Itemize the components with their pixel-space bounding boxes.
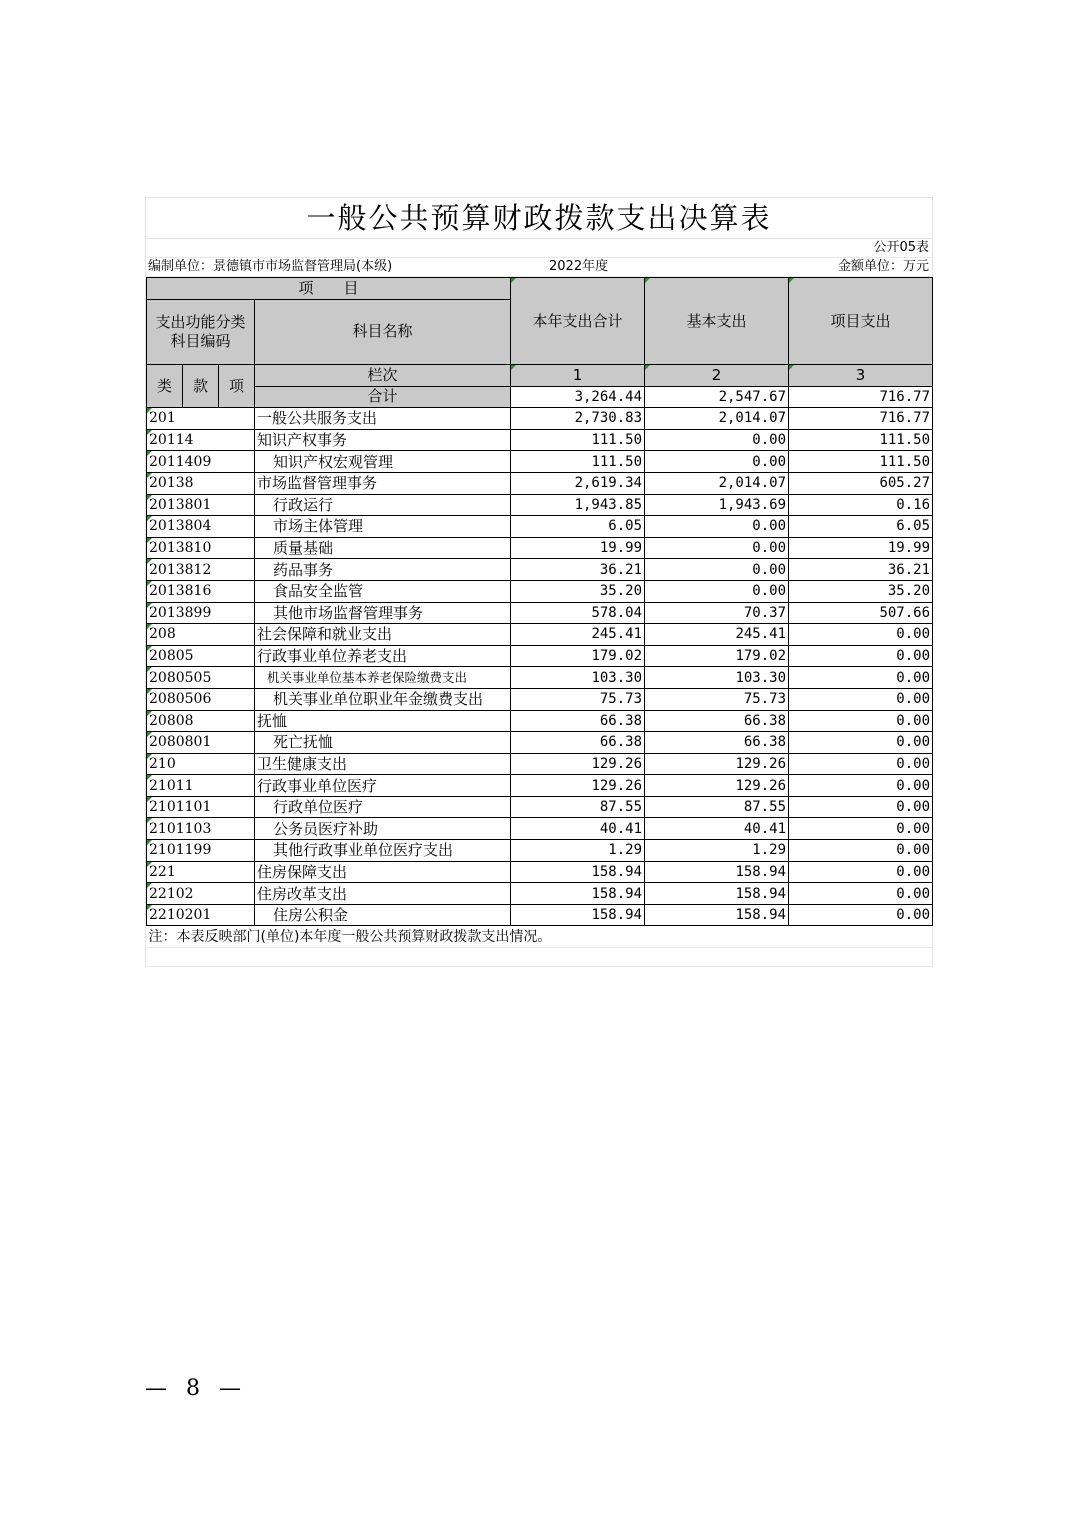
table-row <box>147 904 933 926</box>
row-total: 578.04 <box>511 602 645 624</box>
table-row <box>147 494 933 516</box>
row-total: 6.05 <box>511 516 645 538</box>
row-name: 一般公共服务支出 <box>255 408 511 430</box>
table-row <box>147 710 933 732</box>
row-basic: 245.41 <box>645 624 789 646</box>
row-basic: 0.00 <box>645 537 789 559</box>
row-project: 507.66 <box>789 602 933 624</box>
row-total: 75.73 <box>511 688 645 710</box>
row-basic: 179.02 <box>645 645 789 667</box>
row-total: 19.99 <box>511 537 645 559</box>
row-basic: 158.94 <box>645 904 789 926</box>
row-code: 208 <box>147 624 255 646</box>
table-header <box>147 278 933 408</box>
row-project: 0.00 <box>789 753 933 775</box>
row-total: 158.94 <box>511 904 645 926</box>
header-item: 项 目 <box>147 278 511 300</box>
row-total: 111.50 <box>511 429 645 451</box>
blank-row <box>147 948 933 967</box>
row-project: 605.27 <box>789 472 933 494</box>
row-code: 2080801 <box>147 732 255 754</box>
table-row <box>147 840 933 862</box>
meta-row-2 <box>146 258 932 277</box>
table-row <box>147 732 933 754</box>
row-name: 其他市场监督管理事务 <box>255 602 511 624</box>
row-project: 716.77 <box>789 408 933 430</box>
table-row <box>147 408 933 430</box>
expenditure-table <box>146 277 933 967</box>
header-col-project: 项目支出 <box>789 278 933 365</box>
row-code: 2101103 <box>147 818 255 840</box>
row-total: 35.20 <box>511 580 645 602</box>
amount-unit: 金额单位：万元 <box>837 259 929 274</box>
page-number: — 8 — <box>145 1376 247 1401</box>
table-row <box>147 580 933 602</box>
row-project: 35.20 <box>789 580 933 602</box>
row-code: 2013801 <box>147 494 255 516</box>
row-project: 0.00 <box>789 818 933 840</box>
row-name: 知识产权宏观管理 <box>255 451 511 473</box>
row-name: 市场监督管理事务 <box>255 472 511 494</box>
row-code: 20805 <box>147 645 255 667</box>
header-n1: 1 <box>511 365 645 387</box>
table-row <box>147 796 933 818</box>
row-project: 0.00 <box>789 710 933 732</box>
row-project: 0.00 <box>789 645 933 667</box>
row-basic: 0.00 <box>645 559 789 581</box>
row-name: 行政运行 <box>255 494 511 516</box>
row-total: 111.50 <box>511 451 645 473</box>
header-xiang: 项 <box>219 365 255 408</box>
row-total: 129.26 <box>511 753 645 775</box>
row-project: 0.00 <box>789 732 933 754</box>
row-total: 36.21 <box>511 559 645 581</box>
row-name: 机关事业单位职业年金缴费支出 <box>255 688 511 710</box>
row-total: 158.94 <box>511 883 645 905</box>
table-row <box>147 775 933 797</box>
row-name: 住房改革支出 <box>255 883 511 905</box>
header-col-basic: 基本支出 <box>645 278 789 365</box>
table-row <box>147 818 933 840</box>
row-name: 公务员医疗补助 <box>255 818 511 840</box>
row-basic: 70.37 <box>645 602 789 624</box>
row-project: 0.00 <box>789 904 933 926</box>
total-basic: 2,547.67 <box>645 386 789 408</box>
row-code: 2101101 <box>147 796 255 818</box>
row-code: 21011 <box>147 775 255 797</box>
row-project: 111.50 <box>789 451 933 473</box>
table-row <box>147 645 933 667</box>
row-basic: 2,014.07 <box>645 472 789 494</box>
row-code: 2013810 <box>147 537 255 559</box>
row-basic: 129.26 <box>645 753 789 775</box>
compiling-unit: 编制单位：景德镇市市场监督管理局(本级) <box>148 259 393 274</box>
row-total: 40.41 <box>511 818 645 840</box>
row-code: 2011409 <box>147 451 255 473</box>
row-basic: 158.94 <box>645 883 789 905</box>
header-lei: 类 <box>147 365 183 408</box>
row-project: 0.00 <box>789 840 933 862</box>
row-basic: 2,014.07 <box>645 408 789 430</box>
row-code: 20808 <box>147 710 255 732</box>
row-project: 0.00 <box>789 796 933 818</box>
row-basic: 158.94 <box>645 861 789 883</box>
row-project: 111.50 <box>789 429 933 451</box>
table-row <box>147 883 933 905</box>
row-name: 行政单位医疗 <box>255 796 511 818</box>
table-row <box>147 667 933 689</box>
row-basic: 0.00 <box>645 580 789 602</box>
row-name: 死亡抚恤 <box>255 732 511 754</box>
table-body <box>147 408 933 926</box>
row-total: 158.94 <box>511 861 645 883</box>
fiscal-year: 2022年度 <box>549 259 609 274</box>
row-code: 2013899 <box>147 602 255 624</box>
row-total: 66.38 <box>511 710 645 732</box>
row-project: 6.05 <box>789 516 933 538</box>
header-n3: 3 <box>789 365 933 387</box>
row-basic: 1.29 <box>645 840 789 862</box>
row-name: 质量基础 <box>255 537 511 559</box>
header-code: 支出功能分类 科目编码 <box>147 299 255 364</box>
row-project: 0.00 <box>789 775 933 797</box>
row-total: 87.55 <box>511 796 645 818</box>
row-code: 210 <box>147 753 255 775</box>
row-total: 2,730.83 <box>511 408 645 430</box>
row-name: 住房公积金 <box>255 904 511 926</box>
header-lanci: 栏次 <box>255 365 511 387</box>
table-number: 公开05表 <box>873 240 929 255</box>
meta-row-1 <box>146 239 932 258</box>
row-code: 2210201 <box>147 904 255 926</box>
row-project: 19.99 <box>789 537 933 559</box>
row-code: 201 <box>147 408 255 430</box>
row-code: 2013812 <box>147 559 255 581</box>
table-title: 一般公共预算财政拨款支出决算表 <box>146 198 932 239</box>
row-name: 药品事务 <box>255 559 511 581</box>
row-total: 245.41 <box>511 624 645 646</box>
row-name: 知识产权事务 <box>255 429 511 451</box>
row-code: 22102 <box>147 883 255 905</box>
row-code: 2080506 <box>147 688 255 710</box>
row-name: 机关事业单位基本养老保险缴费支出 <box>255 667 511 689</box>
header-n2: 2 <box>645 365 789 387</box>
row-name: 抚恤 <box>255 710 511 732</box>
header-kuan: 款 <box>183 365 219 408</box>
row-project: 0.16 <box>789 494 933 516</box>
row-code: 2013816 <box>147 580 255 602</box>
table-row <box>147 753 933 775</box>
table-row <box>147 429 933 451</box>
row-basic: 66.38 <box>645 710 789 732</box>
table-row <box>147 559 933 581</box>
row-total: 66.38 <box>511 732 645 754</box>
row-basic: 0.00 <box>645 516 789 538</box>
row-name: 行政事业单位医疗 <box>255 775 511 797</box>
row-name: 社会保障和就业支出 <box>255 624 511 646</box>
table-row <box>147 516 933 538</box>
table-row <box>147 537 933 559</box>
total-label: 合计 <box>255 386 511 408</box>
row-name: 市场主体管理 <box>255 516 511 538</box>
row-name: 其他行政事业单位医疗支出 <box>255 840 511 862</box>
table-row <box>147 472 933 494</box>
row-basic: 87.55 <box>645 796 789 818</box>
row-project: 0.00 <box>789 861 933 883</box>
row-total: 2,619.34 <box>511 472 645 494</box>
row-project: 0.00 <box>789 667 933 689</box>
row-name: 食品安全监管 <box>255 580 511 602</box>
row-total: 103.30 <box>511 667 645 689</box>
row-basic: 66.38 <box>645 732 789 754</box>
total-sum: 3,264.44 <box>511 386 645 408</box>
row-basic: 0.00 <box>645 429 789 451</box>
row-total: 1,943.85 <box>511 494 645 516</box>
row-total: 1.29 <box>511 840 645 862</box>
row-total: 179.02 <box>511 645 645 667</box>
row-name: 行政事业单位养老支出 <box>255 645 511 667</box>
table-row <box>147 451 933 473</box>
row-basic: 129.26 <box>645 775 789 797</box>
row-name: 卫生健康支出 <box>255 753 511 775</box>
row-code: 221 <box>147 861 255 883</box>
row-total: 129.26 <box>511 775 645 797</box>
table-row <box>147 602 933 624</box>
row-basic: 75.73 <box>645 688 789 710</box>
row-basic: 40.41 <box>645 818 789 840</box>
table-row <box>147 688 933 710</box>
row-basic: 103.30 <box>645 667 789 689</box>
row-basic: 1,943.69 <box>645 494 789 516</box>
row-project: 0.00 <box>789 624 933 646</box>
row-code: 2101199 <box>147 840 255 862</box>
row-project: 36.21 <box>789 559 933 581</box>
row-project: 0.00 <box>789 688 933 710</box>
header-name: 科目名称 <box>255 299 511 364</box>
row-code: 2013804 <box>147 516 255 538</box>
table-row <box>147 624 933 646</box>
row-code: 20138 <box>147 472 255 494</box>
table-row <box>147 861 933 883</box>
header-col-total: 本年支出合计 <box>511 278 645 365</box>
table-note: 注：本表反映部门(单位)本年度一般公共预算财政拨款支出情况。 <box>147 926 933 948</box>
row-code: 2080505 <box>147 667 255 689</box>
total-project: 716.77 <box>789 386 933 408</box>
row-basic: 0.00 <box>645 451 789 473</box>
row-project: 0.00 <box>789 883 933 905</box>
row-name: 住房保障支出 <box>255 861 511 883</box>
budget-sheet <box>145 197 933 967</box>
row-code: 20114 <box>147 429 255 451</box>
